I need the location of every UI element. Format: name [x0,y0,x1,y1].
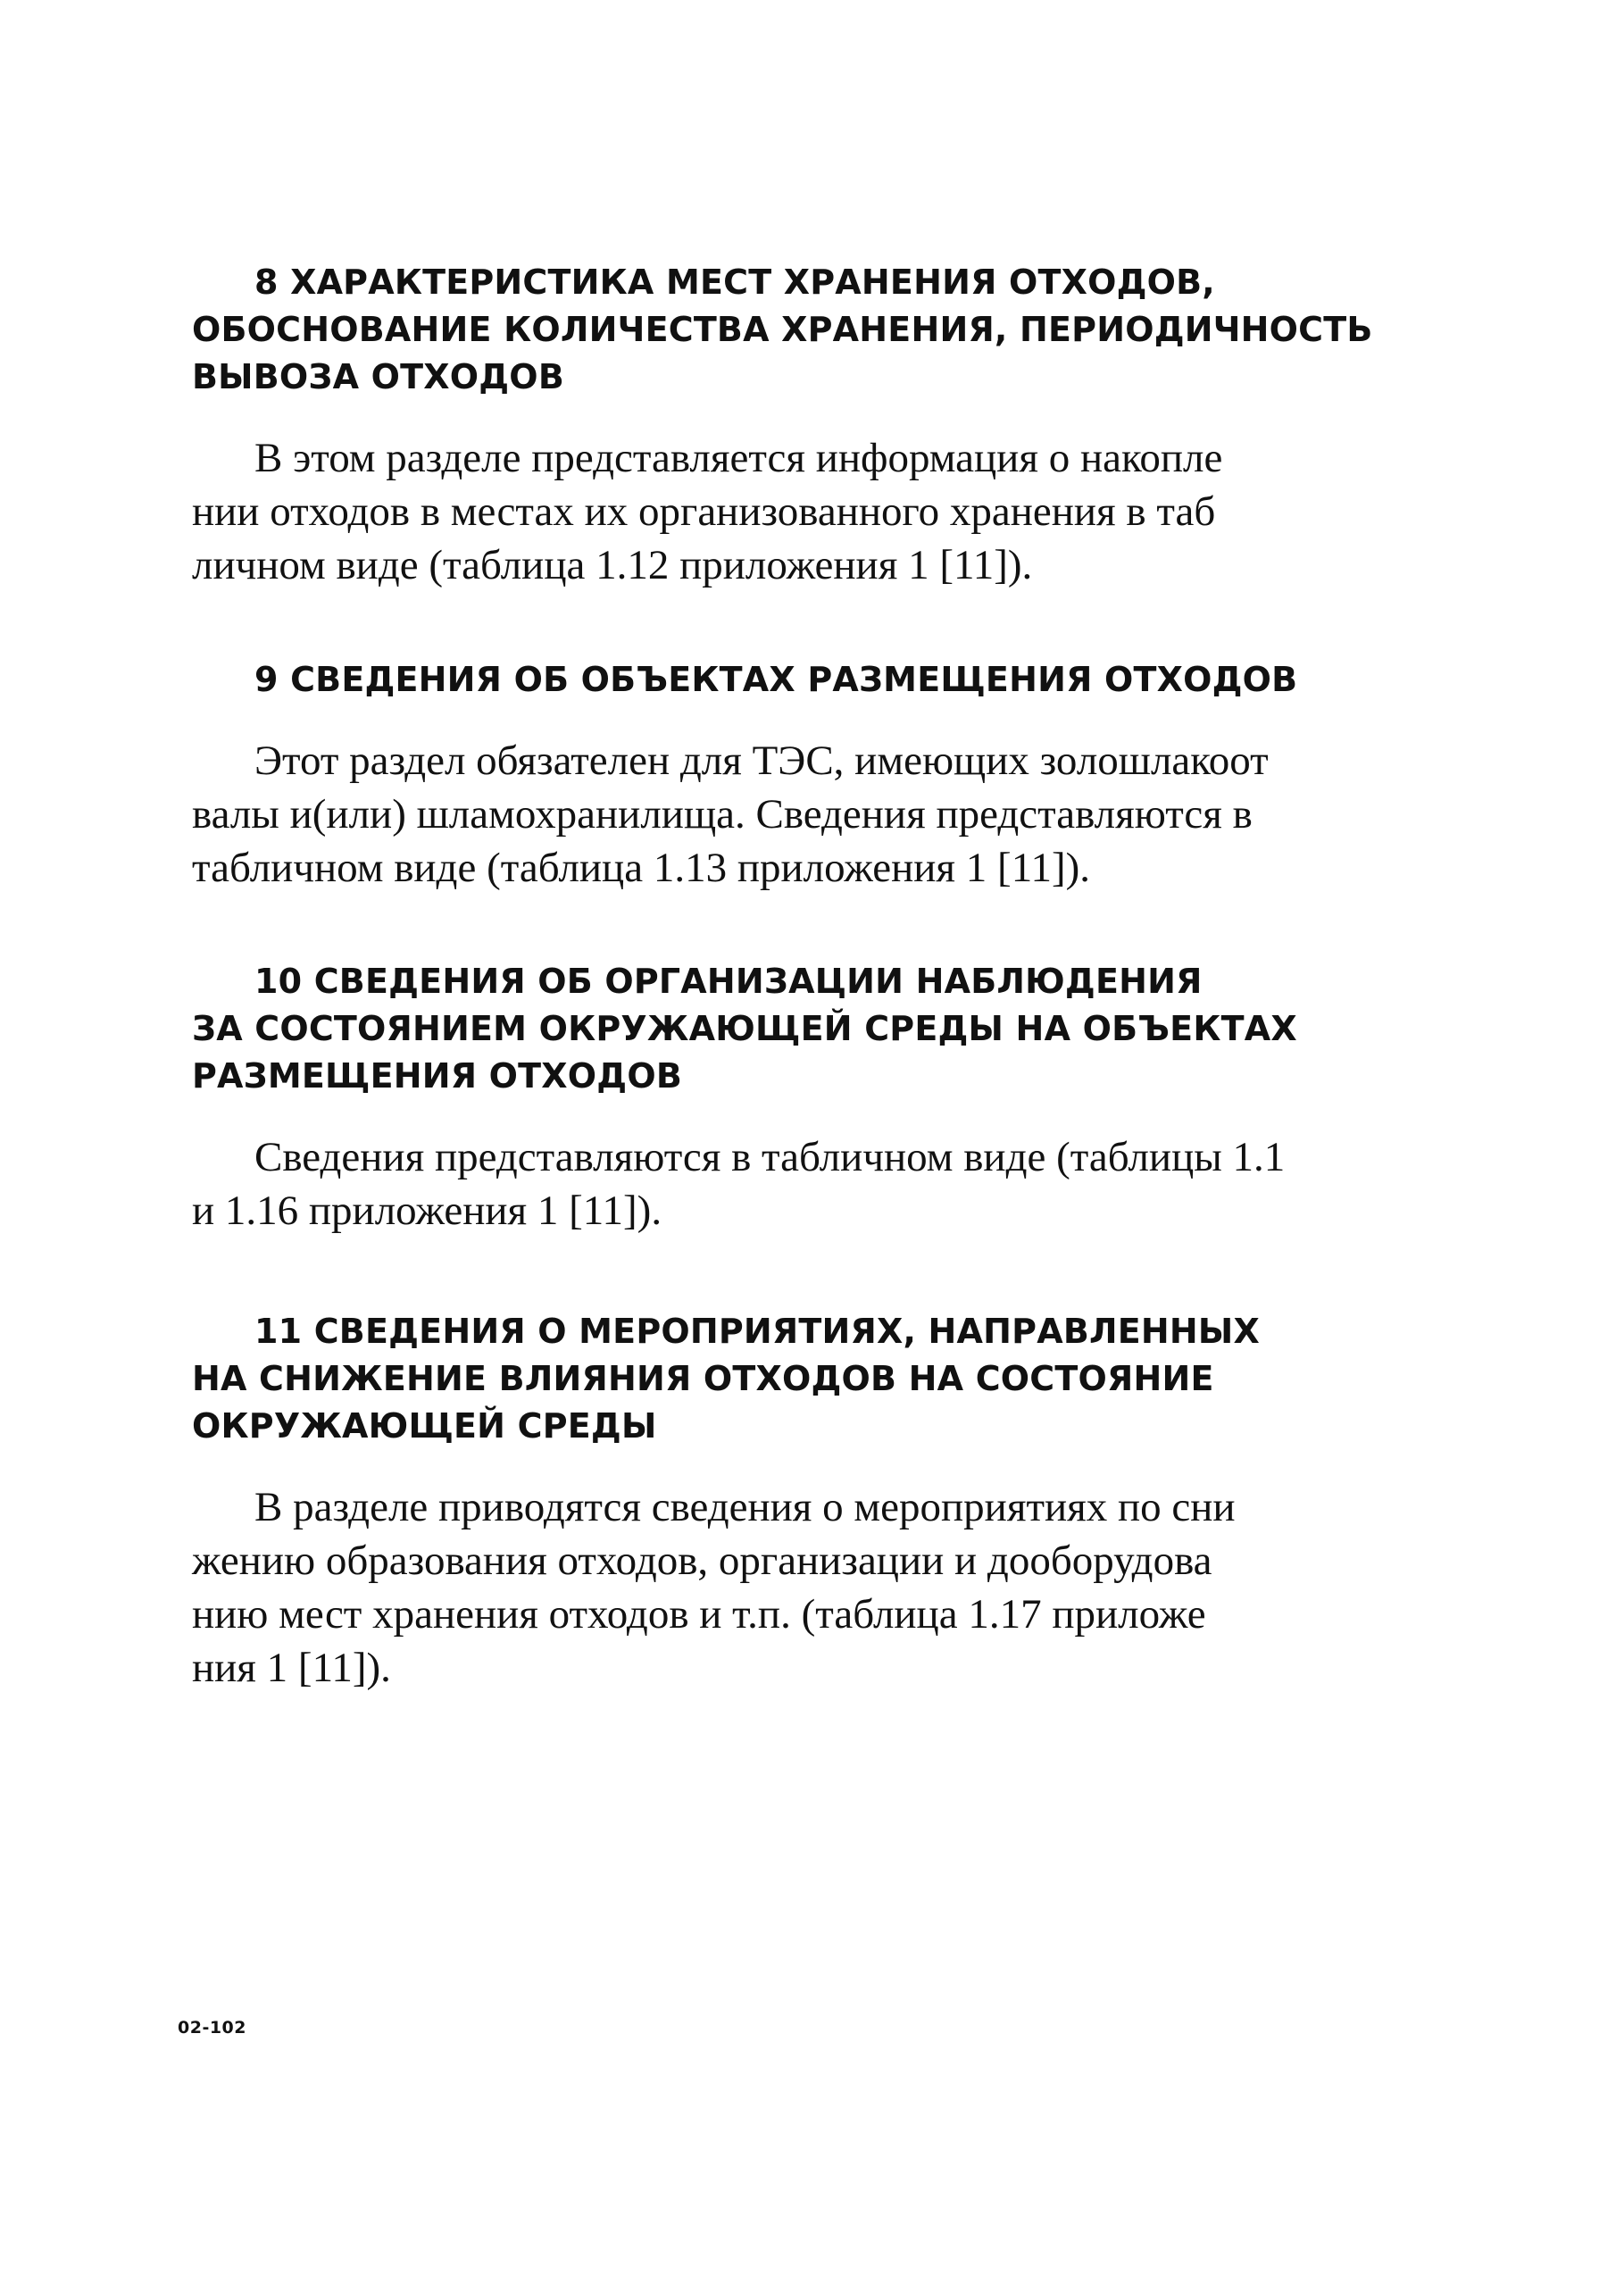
heading-line: 10 СВЕДЕНИЯ ОБ ОРГАНИЗАЦИИ НАБЛЮДЕНИЯ [254,962,1203,1001]
section-heading [192,958,1379,1100]
section-paragraph [192,1130,1379,1238]
section-11 [192,1308,1379,1695]
heading-line: 8 ХАРАКТЕРИСТИКА МЕСТ ХРАНЕНИЯ ОТХОДОВ, [254,263,1215,302]
heading-line: НА СНИЖЕНИЕ ВЛИЯНИЯ ОТХОДОВ НА СОСТОЯНИЕ [192,1359,1214,1398]
paragraph-line: В разделе приводятся сведения о мероприятиях по сни [254,1484,1236,1530]
paragraph-line: нии отходов в местах их организованного хранения в таб [192,488,1216,535]
page-number: 02-102 [178,2018,246,2038]
heading-line: 11 СВЕДЕНИЯ О МЕРОПРИЯТИЯХ, НАПРАВЛЕННЫХ [254,1312,1260,1351]
paragraph-line: жению образования отходов, организации и дооборудова [192,1538,1212,1584]
section-paragraph [192,431,1379,592]
paragraph-line: табличном виде (таблица 1.13 приложения 1 [11]). [192,845,1091,891]
paragraph-line: валы и(или) шламохранилища. Сведения представляются в [192,791,1253,838]
section-heading [192,259,1379,401]
section-9 [192,656,1379,895]
heading-line: ОКРУЖАЮЩЕЙ СРЕДЫ [192,1406,657,1446]
paragraph-line: Сведения представляются в табличном виде (таблицы 1.1 [254,1134,1286,1180]
section-8 [192,259,1379,592]
paragraph-line: и 1.16 приложения 1 [11]). [192,1188,662,1234]
section-heading [192,1308,1379,1450]
section-heading [192,656,1379,704]
paragraph-line: В этом разделе представляется информация о накопле [254,435,1223,481]
paragraph-line: нию мест хранения отходов и т.п. (таблица 1.17 приложе [192,1591,1206,1638]
section-paragraph [192,734,1379,895]
heading-line: РАЗМЕЩЕНИЯ ОТХОДОВ [192,1056,682,1096]
heading-line: ВЫВОЗА ОТХОДОВ [192,357,564,396]
section-10 [192,958,1379,1238]
heading-line: ЗА СОСТОЯНИЕМ ОКРУЖАЮЩЕЙ СРЕДЫ НА ОБЪЕКТАХ [192,1009,1297,1048]
paragraph-line: ния 1 [11]). [192,1645,391,1691]
heading-line: 9 СВЕДЕНИЯ ОБ ОБЪЕКТАХ РАЗМЕЩЕНИЯ ОТХОДОВ [254,660,1298,699]
paragraph-line: личном виде (таблица 1.12 приложения 1 [11]). [192,542,1033,588]
section-paragraph [192,1480,1379,1695]
paragraph-line: Этот раздел обязателен для ТЭС, имеющих золошлакоот [254,738,1269,784]
heading-line: ОБОСНОВАНИЕ КОЛИЧЕСТВА ХРАНЕНИЯ, ПЕРИОДИЧНОСТЬ [192,310,1373,349]
